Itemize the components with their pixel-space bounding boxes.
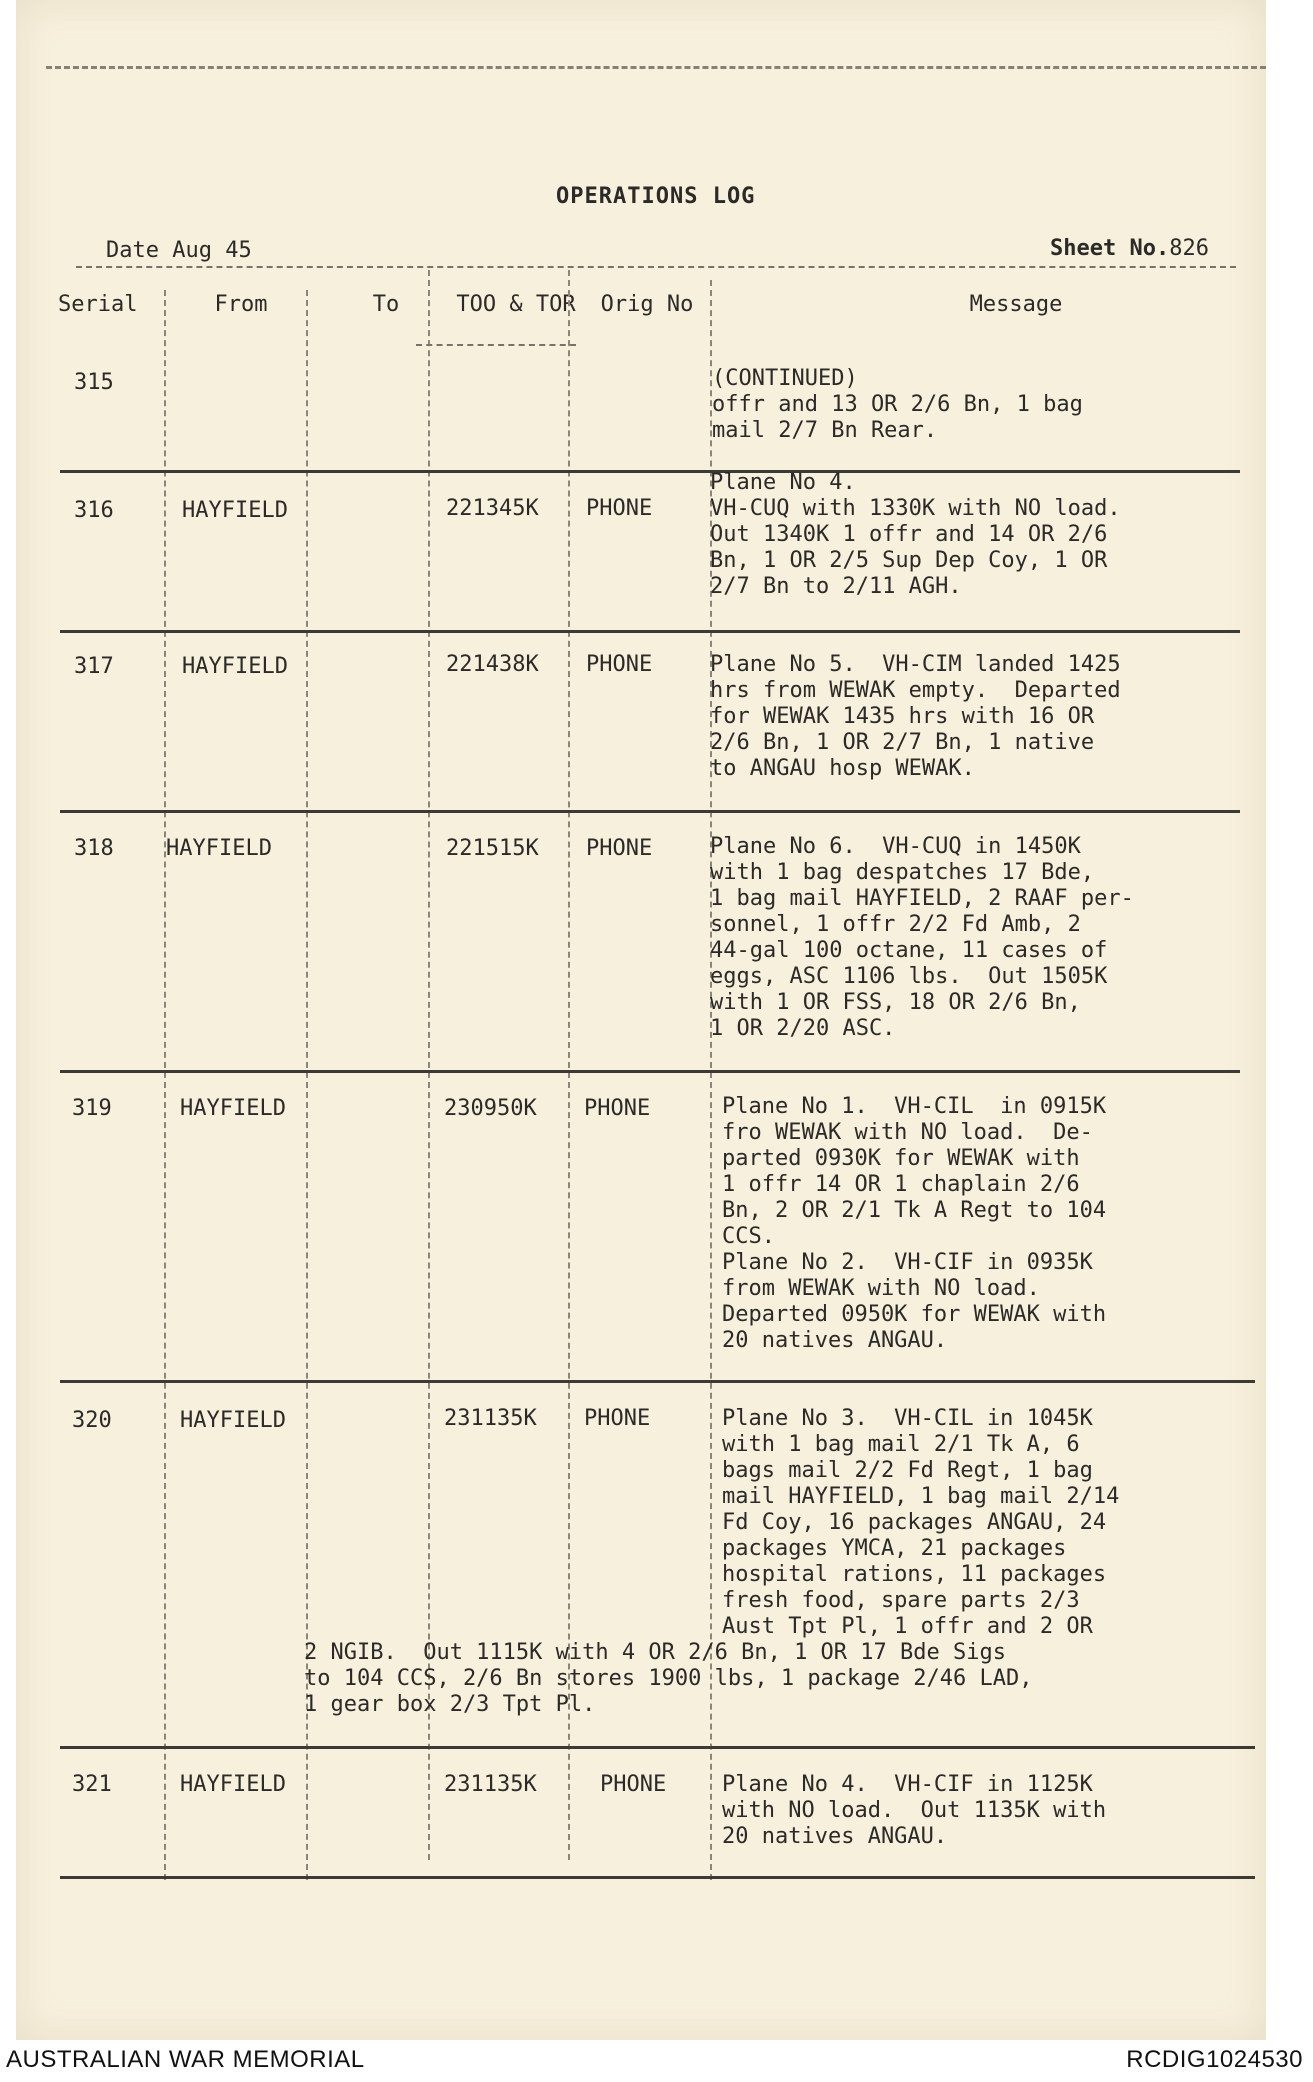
date-label: Date (106, 238, 159, 263)
date-value: Aug 45 (172, 238, 252, 263)
serial-cell: 316 (74, 498, 114, 523)
col-header-from: From (214, 292, 268, 317)
message-cell: Plane No 3. VH-CIL in 1045K with 1 bag mail 2/1 Tk A, 6 bags mail 2/2 Fd Regt, 1 bag mail HAYFIELD, 1 bag mail 2/14 Fd Coy, 16 packages ANGAU, 24 packages YMCA, 21 packages hospital rations, 11 packages fresh food, spare parts 2/3 Aust Tpt Pl, 1 offr and 2 OR (722, 1406, 1120, 1639)
message-cell: Plane No 4. VH-CUQ with 1330K with NO load. Out 1340K 1 offr and 14 OR 2/6 Bn, 1 OR 2/5 Sup Dep Coy, 1 OR 2/7 Bn to 2/11 AGH. (710, 470, 1121, 599)
paper-sheet (16, 0, 1266, 2040)
row-divider (60, 1380, 1255, 1383)
from-cell: HAYFIELD (182, 654, 288, 679)
row-divider (60, 1070, 1240, 1073)
row-divider (60, 630, 1240, 633)
serial-cell: 318 (74, 836, 114, 861)
from-cell: HAYFIELD (182, 498, 288, 523)
column-divider (568, 270, 570, 1860)
message-cell: Plane No 4. VH-CIF in 1125K with NO load. Out 1135K with 20 natives ANGAU. (722, 1772, 1107, 1849)
orig-cell: PHONE (584, 1096, 651, 1121)
col-header-too-tor: TOO & TOR (456, 292, 576, 317)
footer-record-id: RCDIG1024530 (1126, 2046, 1303, 2073)
sheet-value: 826 (1169, 236, 1209, 261)
row-divider (60, 1876, 1255, 1879)
message-cell: Plane No 6. VH-CUQ in 1450K with 1 bag despatches 17 Bde, 1 bag mail HAYFIELD, 2 RAAF per- sonnel, 1 offr 2/2 Fd Amb, 2 44-gal 100 octane, 11 cases of eggs, ASC 1106 lbs. Out 1505K with 1 OR FSS, 18 OR 2/6 Bn, 1 OR 2/20 ASC. (710, 834, 1134, 1041)
header-underline (416, 344, 576, 346)
serial-cell: 320 (72, 1408, 112, 1433)
orig-cell: PHONE (600, 1772, 667, 1797)
sheet-number (1050, 236, 1209, 261)
serial-cell: 315 (74, 370, 114, 395)
too-cell: 231135K (444, 1406, 537, 1431)
from-cell: HAYFIELD (180, 1096, 286, 1121)
serial-cell: 319 (72, 1096, 112, 1121)
col-header-to: To (372, 292, 400, 317)
too-cell: 221438K (446, 652, 539, 677)
orig-cell: PHONE (586, 652, 653, 677)
from-cell: HAYFIELD (166, 836, 272, 861)
serial-cell: 321 (72, 1772, 112, 1797)
message-cell: Plane No 5. VH-CIM landed 1425 hrs from WEWAK empty. Departed for WEWAK 1435 hrs with 16 OR 2/6 Bn, 1 OR 2/7 Bn, 1 native to ANGAU hosp WEWAK. (710, 652, 1121, 781)
orig-cell: PHONE (584, 1406, 651, 1431)
message-overflow-cell: 2 NGIB. Out 1115K with 4 OR 2/6 Bn, 1 OR 17 Bde Sigs to 104 CCS, 2/6 Bn stores 1900 lbs, 1 package 2/46 LAD, 1 gear box 2/3 Tpt Pl. (304, 1640, 1033, 1717)
too-cell: 230950K (444, 1096, 537, 1121)
too-cell: 231135K (444, 1772, 537, 1797)
column-divider (428, 270, 430, 1860)
message-cell: (CONTINUED) offr and 13 OR 2/6 Bn, 1 bag mail 2/7 Bn Rear. (712, 366, 1083, 443)
orig-cell: PHONE (586, 836, 653, 861)
page-title: OPERATIONS LOG (556, 184, 756, 209)
serial-cell: 317 (74, 654, 114, 679)
sheet-label: Sheet No. (1050, 236, 1170, 261)
row-divider (60, 1746, 1255, 1749)
torn-top-edge (46, 66, 1266, 69)
from-cell: HAYFIELD (180, 1772, 286, 1797)
col-header-message: Message (969, 292, 1063, 317)
too-cell: 221515K (446, 836, 539, 861)
date-field (106, 238, 252, 263)
col-header-serial: Serial (58, 292, 138, 317)
message-cell: Plane No 1. VH-CIL in 0915K fro WEWAK with NO load. De- parted 0930K for WEWAK with 1 offr 14 OR 1 chaplain 2/6 Bn, 2 OR 2/1 Tk A Regt to 104 CCS. Plane No 2. VH-CIF in 0935K from WEWAK with NO load. Departed 0950K for WEWAK with 20 natives ANGAU. (722, 1094, 1107, 1353)
header-underline (76, 266, 1236, 268)
orig-cell: PHONE (586, 496, 653, 521)
too-cell: 221345K (446, 496, 539, 521)
footer-credit: AUSTRALIAN WAR MEMORIAL (6, 2046, 365, 2073)
col-header-orig-no: Orig No (600, 292, 694, 317)
from-cell: HAYFIELD (180, 1408, 286, 1433)
column-divider (164, 290, 166, 1880)
row-divider (60, 810, 1240, 813)
